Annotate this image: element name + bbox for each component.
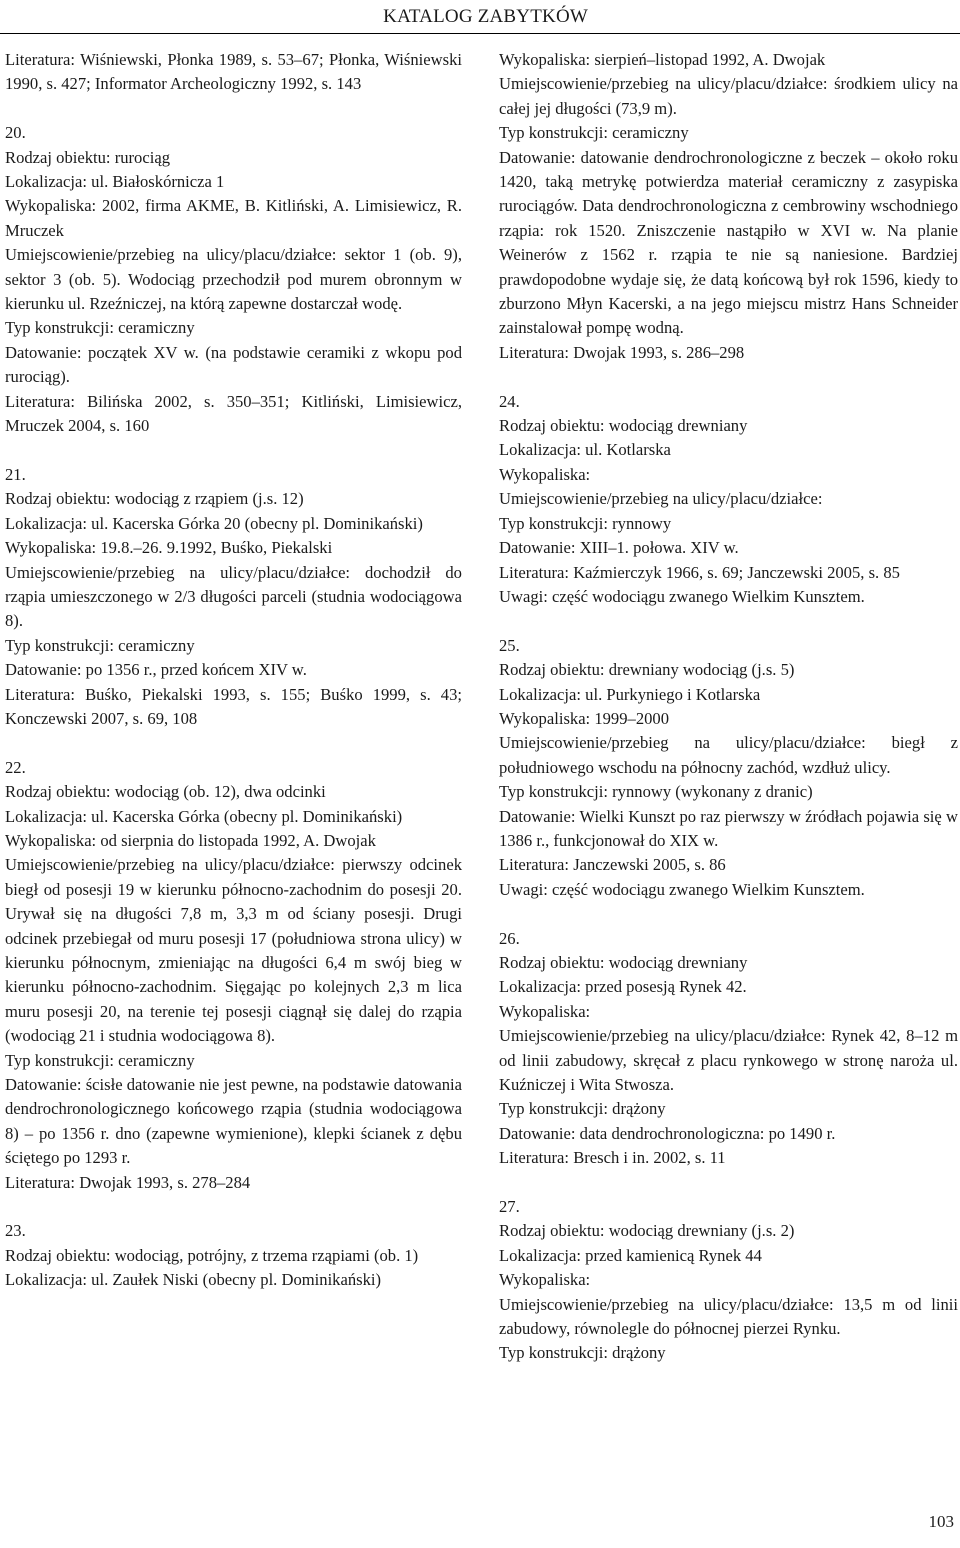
entry-number: 27. xyxy=(499,1197,520,1217)
field-label: Umiejscowienie/przebieg na ulicy/placu/działce: xyxy=(499,74,828,94)
field-label: Rodzaj obiektu: xyxy=(499,1221,605,1241)
entry-field xyxy=(499,463,958,487)
field-label: Datowanie: xyxy=(499,147,576,167)
field-value: Wiśniewski, Płonka 1989, s. 53–67; Płonka, Wiśniewski 1990, s. 427; Informator Archeologiczny 1992, s. 143 xyxy=(5,50,462,94)
field-value: od sierpnia do listopada 1992, A. Dwojak xyxy=(100,830,376,850)
field-value: część wodociągu zwanego Wielkim Kunsztem. xyxy=(552,586,865,606)
field-label: Lokalizacja: xyxy=(499,684,581,704)
field-value: pierwszy odcinek biegł od posesji 19 w kierunku północno-zachodnim do posesji 20. Urywał się na długości 7,8 m, 3,3 m od ściany posesji. Drugi odcinek przebiegał od muru posesji 17 (południowa strona ulicy) w kierunku północnym, zmieniając na długości 6,4 m swój bieg w kierunku północno-zachodnim. Sięgając po kolejnych 2,3 m lica muru posesji 20, na terenie tej posesji ciągnął się dalej do rząpia (wodociąg 21 i studnia wodociągowa 8). xyxy=(5,855,462,1046)
field-value: Wielki Kunszt po raz pierwszy w źródłach pojawia się w 1386 r., funkcjonował do XIX w. xyxy=(499,806,958,850)
field-value: wodociąg, potrójny, z trzema rząpiami (ob. 1) xyxy=(114,1245,419,1265)
field-label: Lokalizacja: xyxy=(5,1270,87,1290)
field-label: Datowanie: xyxy=(5,342,82,362)
entry-field xyxy=(5,634,462,658)
entry-field xyxy=(499,658,958,682)
entry-number: 24. xyxy=(499,391,520,411)
entry-field xyxy=(499,683,958,707)
field-label: Literatura: xyxy=(5,1172,76,1192)
field-label: Umiejscowienie/przebieg na ulicy/placu/działce: xyxy=(5,855,335,875)
field-value: 19.8.–26. 9.1992, Buśko, Piekalski xyxy=(100,538,333,558)
entry-field xyxy=(5,683,462,732)
field-value: ceramiczny xyxy=(118,635,195,655)
field-value: ul. Zaułek Niski (obecny pl. Dominikański) xyxy=(91,1270,382,1290)
entry-field xyxy=(499,72,958,121)
field-label: Uwagi: xyxy=(499,879,548,899)
catalog-entry xyxy=(499,927,958,1171)
field-value: ul. Kacerska Górka 20 (obecny pl. Dominikański) xyxy=(91,513,423,533)
field-value: przed posesją Rynek 42. xyxy=(585,977,747,997)
entry-field xyxy=(499,536,958,560)
field-label: Rodzaj obiektu: xyxy=(499,952,605,972)
field-value: 13,5 m od linii zabudowy, równolegle do północnej pierzei Rynku. xyxy=(499,1294,958,1339)
entry-field xyxy=(499,341,958,365)
entry-field xyxy=(499,561,958,585)
field-value: Janczewski 2005, s. 86 xyxy=(573,855,726,875)
catalog-entry xyxy=(499,1195,958,1366)
catalog-entry xyxy=(5,756,462,1195)
field-label: Wykopaliska: xyxy=(499,708,591,728)
field-label: Literatura: xyxy=(5,684,76,704)
field-value: dochodził do rząpia umieszczonego w 2/3 długości parceli (studnia wodociągowa 8). xyxy=(5,562,462,631)
entry-field xyxy=(5,487,462,511)
field-value: datowanie dendrochronologiczne z beczek – około roku 1420, taką metrykę potwierdza materiał ceramiczny z zasypiska rurociągów. Data dendrochronologiczna z cembrowiny wschodniego rząpia: rok 1520. Zniszczenie nastąpiło w XVI w. Na planie Weinerów z 1562 r. rząpia te nie są naniesione. Bardziej prawdopodobne wydaje się, że datą końcową był rok 1596, kiedy to zburzono Młyn Kacerski, a na jego miejscu mistrz Hans Schneider zainstalował pompę wodną. xyxy=(499,147,959,338)
field-label: Datowanie: xyxy=(5,1075,82,1095)
entry-field xyxy=(5,390,462,439)
field-value: wodociąg drewniany xyxy=(608,416,748,436)
field-value: rynnowy (wykonany z dranic) xyxy=(612,782,813,802)
field-value: Buśko, Piekalski 1993, s. 155; Buśko 1999, s. 43; Konczewski 2007, s. 69, 108 xyxy=(5,684,462,728)
field-value: sektor 1 (ob. 9), sektor 3 (ob. 5). Wodociąg przechodził pod murem obronnym w kierunku ul. Rzeźniczej, na którą zapewne dostarczał wodę. xyxy=(5,245,462,314)
entry-field xyxy=(499,585,958,609)
entry-field xyxy=(499,878,958,902)
entry-field xyxy=(499,780,958,804)
field-label: Literatura: xyxy=(499,1148,570,1168)
entry-field xyxy=(5,48,462,97)
field-value: drążony xyxy=(612,1099,666,1119)
field-label: Wykopaliska: xyxy=(499,464,591,484)
field-value: ul. Purkyniego i Kotlarska xyxy=(585,684,761,704)
header-rule xyxy=(0,33,960,34)
field-value: rynnowy xyxy=(612,513,672,533)
field-value: ul. Białoskórnicza 1 xyxy=(91,172,225,192)
field-value: część wodociągu zwanego Wielkim Kunsztem. xyxy=(552,879,865,899)
catalog-entry xyxy=(499,48,958,365)
entry-field xyxy=(499,438,958,462)
field-label: Datowanie: xyxy=(499,1123,576,1143)
running-header-title: KATALOG ZABYTKÓW xyxy=(383,6,588,27)
entry-field xyxy=(5,316,462,340)
field-value: ceramiczny xyxy=(118,318,195,338)
field-value: ceramiczny xyxy=(118,1050,195,1070)
field-label: Typ konstrukcji: xyxy=(499,782,608,802)
field-label: Rodzaj obiektu: xyxy=(499,416,605,436)
field-label: Rodzaj obiektu: xyxy=(5,147,111,167)
field-label: Literatura: xyxy=(5,50,76,69)
entry-field xyxy=(499,487,958,511)
field-value: Dwojak 1993, s. 286–298 xyxy=(573,342,745,362)
field-value: XIII–1. połowa. XIV w. xyxy=(579,538,739,558)
left-column xyxy=(5,48,462,1317)
field-label: Lokalizacja: xyxy=(5,806,87,826)
entry-field xyxy=(5,1049,462,1073)
field-value: sierpień–listopad 1992, A. Dwojak xyxy=(594,50,826,69)
catalog-entry xyxy=(499,634,958,902)
entry-field xyxy=(499,951,958,975)
entry-field xyxy=(5,805,462,829)
field-label: Typ konstrukcji: xyxy=(5,635,114,655)
entry-field xyxy=(499,1268,958,1292)
entry-field xyxy=(5,536,462,560)
entry-field xyxy=(5,146,462,170)
entry-field xyxy=(499,1341,958,1365)
field-label: Umiejscowienie/przebieg na ulicy/placu/działce: xyxy=(499,733,866,753)
entry-field xyxy=(499,146,958,341)
page-number: 103 xyxy=(928,1512,954,1531)
field-label: Lokalizacja: xyxy=(499,977,581,997)
field-value: ceramiczny xyxy=(612,123,689,143)
field-label: Rodzaj obiektu: xyxy=(5,782,111,802)
entry-number: 22. xyxy=(5,757,26,777)
entry-field xyxy=(499,48,958,72)
entry-field xyxy=(5,1073,462,1171)
field-value: wodociąg drewniany (j.s. 2) xyxy=(608,1221,795,1241)
field-value: po 1356 r., przed końcem XIV w. xyxy=(85,660,307,680)
field-value: Bilińska 2002, s. 350–351; Kitliński, Limisiewicz, Mruczek 2004, s. 160 xyxy=(5,391,462,436)
field-label: Uwagi: xyxy=(499,586,548,606)
field-label: Typ konstrukcji: xyxy=(499,123,608,143)
field-label: Umiejscowienie/przebieg na ulicy/placu/działce: xyxy=(5,245,337,265)
field-label: Literatura: xyxy=(499,562,570,582)
entry-field xyxy=(499,1000,958,1024)
field-label: Wykopaliska: xyxy=(5,538,97,558)
field-value: ścisłe datowanie nie jest pewne, na podstawie datowania dendrochronologicznego końcowego rząpia (studnia wodociągowa 8) – po 1356 r. dno (zapewne wymienione), klepki ścianek z dębu ściętego po 1293 r. xyxy=(5,1075,462,1168)
entry-field xyxy=(5,658,462,682)
field-value: ul. Kotlarska xyxy=(585,440,671,460)
entry-field xyxy=(499,1097,958,1121)
field-label: Lokalizacja: xyxy=(499,1245,581,1265)
field-value: ul. Kacerska Górka (obecny pl. Dominikański) xyxy=(91,806,403,826)
right-column xyxy=(499,48,958,1390)
field-label: Umiejscowienie/przebieg na ulicy/placu/działce: xyxy=(499,1294,834,1314)
field-value: drążony xyxy=(612,1343,666,1363)
field-label: Lokalizacja: xyxy=(5,172,87,192)
entry-field xyxy=(5,780,462,804)
field-label: Literatura: xyxy=(499,342,570,362)
field-label: Lokalizacja: xyxy=(499,440,581,460)
catalog-entry xyxy=(5,121,462,438)
entry-field xyxy=(499,731,958,780)
field-label: Umiejscowienie/przebieg na ulicy/placu/działce: xyxy=(5,562,351,582)
field-label: Lokalizacja: xyxy=(5,513,87,533)
catalog-entry xyxy=(5,1219,462,1292)
field-label: Typ konstrukcji: xyxy=(499,1099,608,1119)
entry-field xyxy=(5,341,462,390)
field-value: 2002, firma AKME, B. Kitliński, A. Limisiewicz, R. Mruczek xyxy=(5,196,463,240)
entry-number: 23. xyxy=(5,1221,26,1241)
entry-field xyxy=(499,121,958,145)
entry-field xyxy=(499,1122,958,1146)
entry-field xyxy=(499,414,958,438)
entry-field xyxy=(499,1293,958,1342)
field-value: 1999–2000 xyxy=(594,708,669,728)
entry-number: 21. xyxy=(5,464,26,484)
entry-field xyxy=(5,170,462,194)
entry-field xyxy=(5,194,462,243)
field-label: Umiejscowienie/przebieg na ulicy/placu/działce: xyxy=(499,489,823,509)
field-label: Literatura: xyxy=(5,391,76,411)
entry-field xyxy=(5,512,462,536)
entry-field xyxy=(499,853,958,877)
field-value: wodociąg z rząpiem (j.s. 12) xyxy=(114,489,304,509)
field-label: Typ konstrukcji: xyxy=(499,1343,608,1363)
entry-field xyxy=(5,561,462,634)
entry-field xyxy=(5,1171,462,1195)
entry-field xyxy=(499,975,958,999)
field-label: Typ konstrukcji: xyxy=(5,1050,114,1070)
field-label: Datowanie: xyxy=(5,660,82,680)
entry-field xyxy=(499,512,958,536)
field-label: Wykopaliska: xyxy=(499,1270,591,1290)
catalog-entry xyxy=(499,390,958,610)
field-label: Typ konstrukcji: xyxy=(5,318,114,338)
catalog-entry xyxy=(5,48,462,97)
entry-number: 26. xyxy=(499,928,520,948)
entry-field xyxy=(499,1024,958,1097)
field-label: Wykopaliska: xyxy=(5,196,97,216)
field-value: Dwojak 1993, s. 278–284 xyxy=(79,1172,251,1192)
entry-field xyxy=(5,829,462,853)
field-value: początek XV w. (na podstawie ceramiki z wkopu pod rurociąg). xyxy=(5,342,462,387)
field-label: Wykopaliska: xyxy=(5,830,97,850)
entry-field xyxy=(5,853,462,1048)
entry-field xyxy=(5,1244,462,1268)
field-label: Typ konstrukcji: xyxy=(499,513,608,533)
field-value: drewniany wodociąg (j.s. 5) xyxy=(608,660,795,680)
field-label: Wykopaliska: xyxy=(499,50,591,69)
field-value: Rynek 42, 8–12 m od linii zabudowy, skręcał z placu rynkowego w stronę naroża ul. Kuźniczej i Wita Stwosza. xyxy=(499,1026,958,1095)
field-value: biegł z południowego wschodu na północny zachód, wzdłuż ulicy. xyxy=(499,733,958,777)
entry-number: 25. xyxy=(499,635,520,655)
field-label: Wykopaliska: xyxy=(499,1001,591,1021)
field-value: rurociąg xyxy=(114,147,170,167)
entry-field xyxy=(499,1219,958,1243)
field-label: Rodzaj obiektu: xyxy=(5,1245,111,1265)
entry-field xyxy=(499,707,958,731)
entry-field xyxy=(499,1146,958,1170)
entry-field xyxy=(5,243,462,316)
field-label: Literatura: xyxy=(499,855,570,875)
field-value: Bresch i in. 2002, s. 11 xyxy=(573,1148,726,1168)
field-value: przed kamienicą Rynek 44 xyxy=(585,1245,762,1265)
field-value: Kaźmierczyk 1966, s. 69; Janczewski 2005, s. 85 xyxy=(573,562,900,582)
entry-number: 20. xyxy=(5,123,26,143)
running-header xyxy=(0,4,960,34)
field-value: wodociąg (ob. 12), dwa odcinki xyxy=(114,782,326,802)
field-label: Rodzaj obiektu: xyxy=(5,489,111,509)
field-value: środkiem ulicy na całej jej długości (73,9 m). xyxy=(499,74,958,118)
entry-field xyxy=(499,805,958,854)
catalog-entry xyxy=(5,463,462,731)
field-label: Umiejscowienie/przebieg na ulicy/placu/działce: xyxy=(499,1026,826,1046)
field-value: data dendrochronologiczna: po 1490 r. xyxy=(579,1123,836,1143)
entry-field xyxy=(499,1244,958,1268)
entry-field xyxy=(5,1268,462,1292)
field-label: Datowanie: xyxy=(499,538,576,558)
field-label: Datowanie: xyxy=(499,806,576,826)
field-label: Rodzaj obiektu: xyxy=(499,660,605,680)
field-value: wodociąg drewniany xyxy=(608,952,748,972)
